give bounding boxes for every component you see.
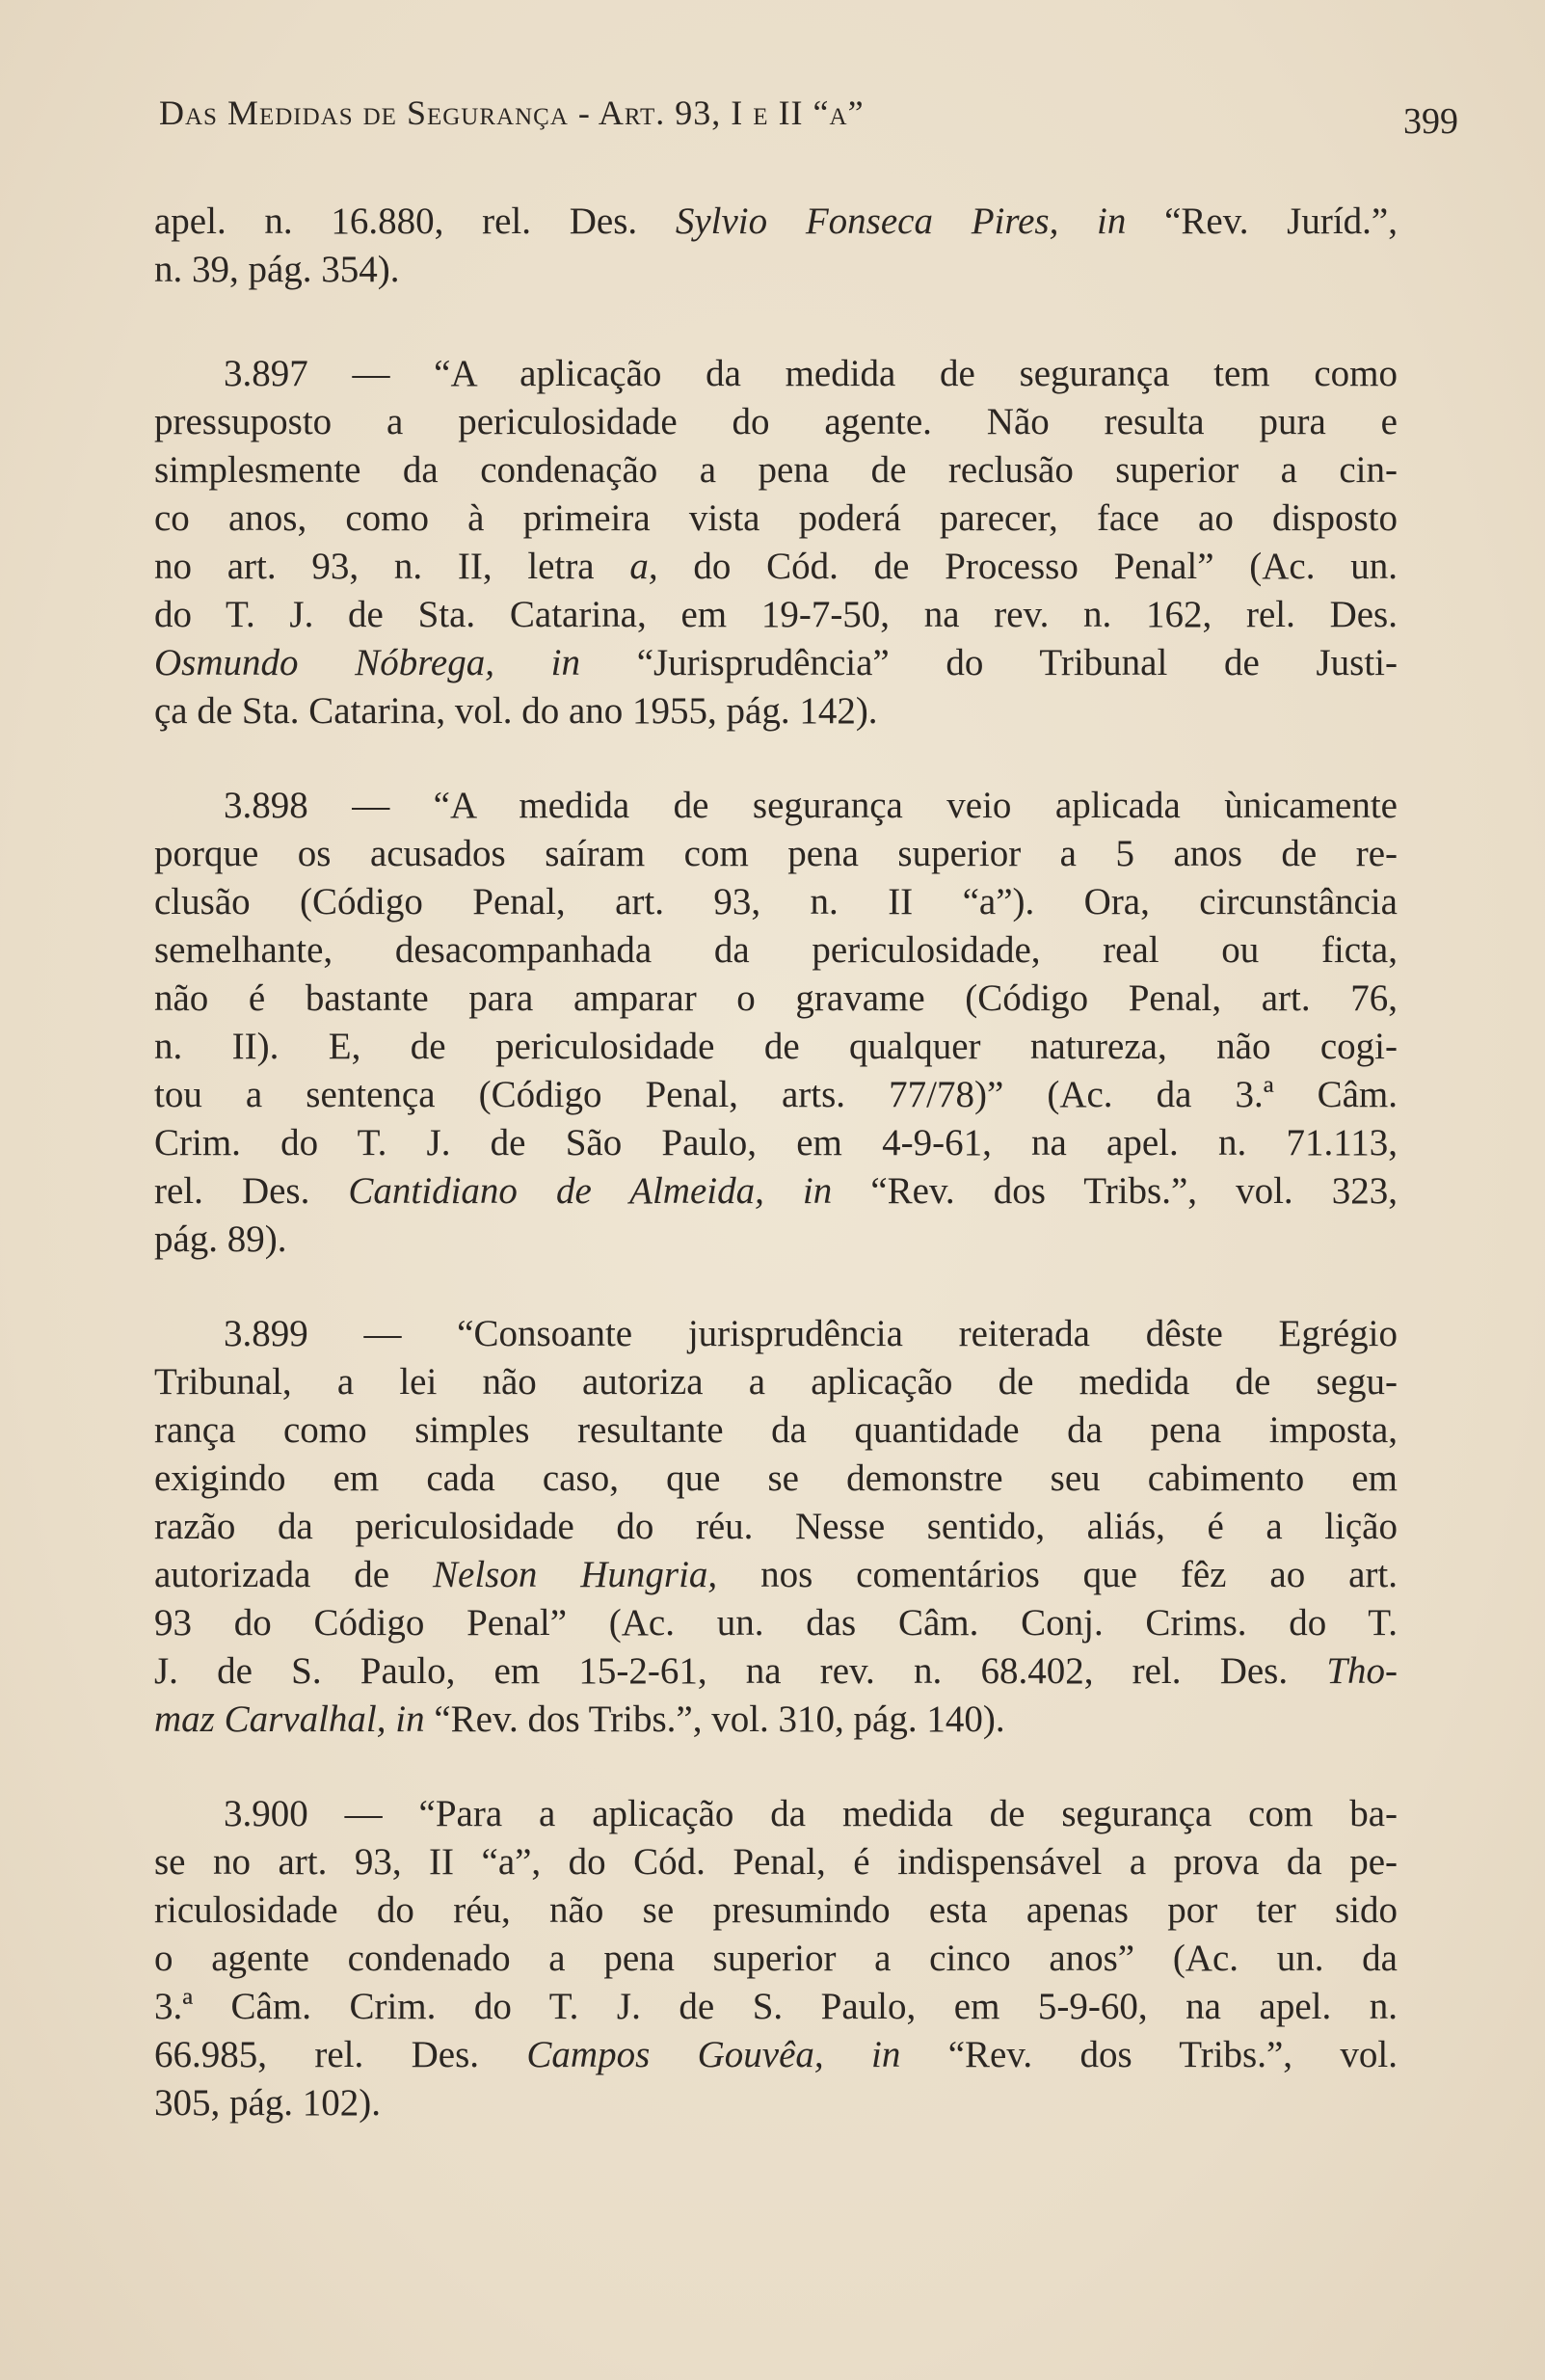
text-line — [154, 1503, 1398, 1551]
text-line — [154, 1599, 1398, 1647]
text-run: “Jurisprudência” do Tribunal de Justi- — [580, 642, 1398, 683]
text-run: exigindo em cada caso, que se demonstre seu cabimento em — [154, 1457, 1398, 1499]
text-line — [154, 1647, 1398, 1696]
text-run: clusão (Código Penal, art. 93, n. II “a”). Ora, circunstância — [154, 881, 1398, 923]
text-line — [154, 495, 1398, 543]
text-line — [154, 1310, 1398, 1358]
text-line — [154, 398, 1398, 446]
page-header — [159, 93, 1458, 150]
text-line — [154, 830, 1398, 878]
text-run: pág. 89). — [154, 1218, 287, 1260]
text-line — [154, 246, 1398, 294]
text-run: “Rev. dos Tribs.”, vol. 323, — [832, 1170, 1398, 1212]
text-line — [154, 1023, 1398, 1071]
text-run: “Rev. dos Tribs.”, vol. — [900, 2034, 1398, 2075]
paragraph — [154, 350, 1398, 735]
text-run: 3.ª Câm. Crim. do T. J. de S. Paulo, em 5-9-60, na apel. n. — [154, 1986, 1398, 2027]
text-run: “Rev. Juríd.”, — [1126, 201, 1398, 242]
text-line — [154, 591, 1398, 639]
text-run: porque os acusados saíram com pena superior a 5 anos de re- — [154, 833, 1398, 874]
text-run: tou a sentença (Código Penal, arts. 77/78)” (Ac. da 3.ª Câm. — [154, 1074, 1398, 1115]
text-run: J. de S. Paulo, em 15-2-61, na rev. n. 68.402, rel. Des. — [154, 1650, 1327, 1692]
text-line — [154, 1983, 1398, 2031]
text-line — [154, 878, 1398, 926]
text-line — [154, 1696, 1398, 1744]
text-line — [154, 687, 1398, 735]
text-run: 93 do Código Penal” (Ac. un. das Câm. Conj. Crims. do T. — [154, 1602, 1398, 1644]
italic-text-run: Cantidiano de Almeida, in — [348, 1170, 833, 1212]
text-run: no art. 93, n. II, letra — [154, 546, 630, 587]
italic-text-run: Nelson Hungria, — [433, 1554, 718, 1595]
text-run: 3.898 — “A medida de segurança veio aplicada ùnicamente — [224, 785, 1398, 826]
text-line — [154, 2079, 1398, 2127]
italic-text-run: maz Carvalhal, in — [154, 1698, 425, 1740]
text-line — [154, 1071, 1398, 1119]
text-line — [154, 350, 1398, 398]
text-run: 3.900 — “Para a aplicação da medida de segurança com ba- — [224, 1793, 1398, 1834]
text-line — [154, 639, 1398, 687]
text-line — [154, 1886, 1398, 1935]
text-line — [154, 1551, 1398, 1599]
text-line — [154, 1119, 1398, 1167]
text-line — [154, 1838, 1398, 1886]
text-run: 305, pág. 102). — [154, 2082, 382, 2124]
paragraph — [154, 782, 1398, 1264]
italic-text-run: Tho- — [1326, 1650, 1398, 1692]
paragraph — [154, 198, 1398, 294]
italic-text-run: Osmundo Nóbrega, in — [154, 642, 581, 683]
text-line — [154, 782, 1398, 830]
text-line — [154, 2031, 1398, 2079]
text-line — [154, 1406, 1398, 1455]
text-run: nos comentários que fêz ao art. — [717, 1554, 1398, 1595]
italic-text-run: a, — [629, 546, 658, 587]
text-line — [154, 926, 1398, 975]
text-line — [154, 1455, 1398, 1503]
text-run: 66.985, rel. Des. — [154, 2034, 527, 2075]
text-run: razão da periculosidade do réu. Nesse sentido, aliás, é a lição — [154, 1506, 1398, 1547]
text-line — [154, 1790, 1398, 1838]
text-line — [154, 198, 1398, 246]
page-number: 399 — [1403, 101, 1458, 142]
text-run: Tribunal, a lei não autoriza a aplicação de medida de segu- — [154, 1361, 1398, 1403]
text-run: rel. Des. — [154, 1170, 349, 1212]
text-run: rança como simples resultante da quantidade da pena imposta, — [154, 1409, 1398, 1451]
text-run: co anos, como à primeira vista poderá parecer, face ao disposto — [154, 497, 1398, 539]
text-line — [154, 1935, 1398, 1983]
italic-text-run: Campos Gouvêa, in — [526, 2034, 901, 2075]
paragraph — [154, 1790, 1398, 2127]
text-run: Crim. do T. J. de São Paulo, em 4-9-61, na apel. n. 71.113, — [154, 1122, 1398, 1163]
text-run: riculosidade do réu, não se presumindo esta apenas por ter sido — [154, 1889, 1398, 1931]
text-line — [154, 446, 1398, 495]
text-run: do T. J. de Sta. Catarina, em 19-7-50, na rev. n. 162, rel. Des. — [154, 594, 1398, 635]
text-run: autorizada de — [154, 1554, 434, 1595]
text-run: o agente condenado a pena superior a cinco anos” (Ac. un. da — [154, 1938, 1398, 1979]
text-run: n. II). E, de periculosidade de qualquer natureza, não cogi- — [154, 1026, 1398, 1067]
text-line — [154, 1216, 1398, 1264]
running-head: Das Medidas de Segurança - Art. 93, I e II “a” — [159, 94, 865, 132]
text-line — [154, 1358, 1398, 1406]
text-line — [154, 975, 1398, 1023]
text-run: do Cód. de Processo Penal” (Ac. un. — [657, 546, 1398, 587]
text-run: pressuposto a periculosidade do agente. Não resulta pura e — [154, 401, 1398, 442]
text-run: semelhante, desacompanhada da periculosidade, real ou ficta, — [154, 929, 1398, 971]
text-run: apel. n. 16.880, rel. Des. — [154, 201, 676, 242]
text-run: não é bastante para amparar o gravame (Código Penal, art. 76, — [154, 977, 1398, 1019]
text-line — [154, 543, 1398, 591]
text-run: ça de Sta. Catarina, vol. do ano 1955, pág. 142). — [154, 690, 878, 732]
text-run: n. 39, pág. 354). — [154, 249, 400, 290]
text-run: simplesmente da condenação a pena de reclusão superior a cin- — [154, 449, 1398, 491]
text-run: “Rev. dos Tribs.”, vol. 310, pág. 140). — [424, 1698, 1005, 1740]
text-run: se no art. 93, II “a”, do Cód. Penal, é indispensável a prova da pe- — [154, 1841, 1398, 1883]
text-line — [154, 1167, 1398, 1216]
text-run: 3.899 — “Consoante jurisprudência reiterada dêste Egrégio — [224, 1313, 1398, 1354]
text-run: 3.897 — “A aplicação da medida de segurança tem como — [224, 353, 1398, 394]
paragraph — [154, 1310, 1398, 1744]
body-text — [154, 198, 1398, 2174]
italic-text-run: Sylvio Fonseca Pires, in — [675, 201, 1127, 242]
